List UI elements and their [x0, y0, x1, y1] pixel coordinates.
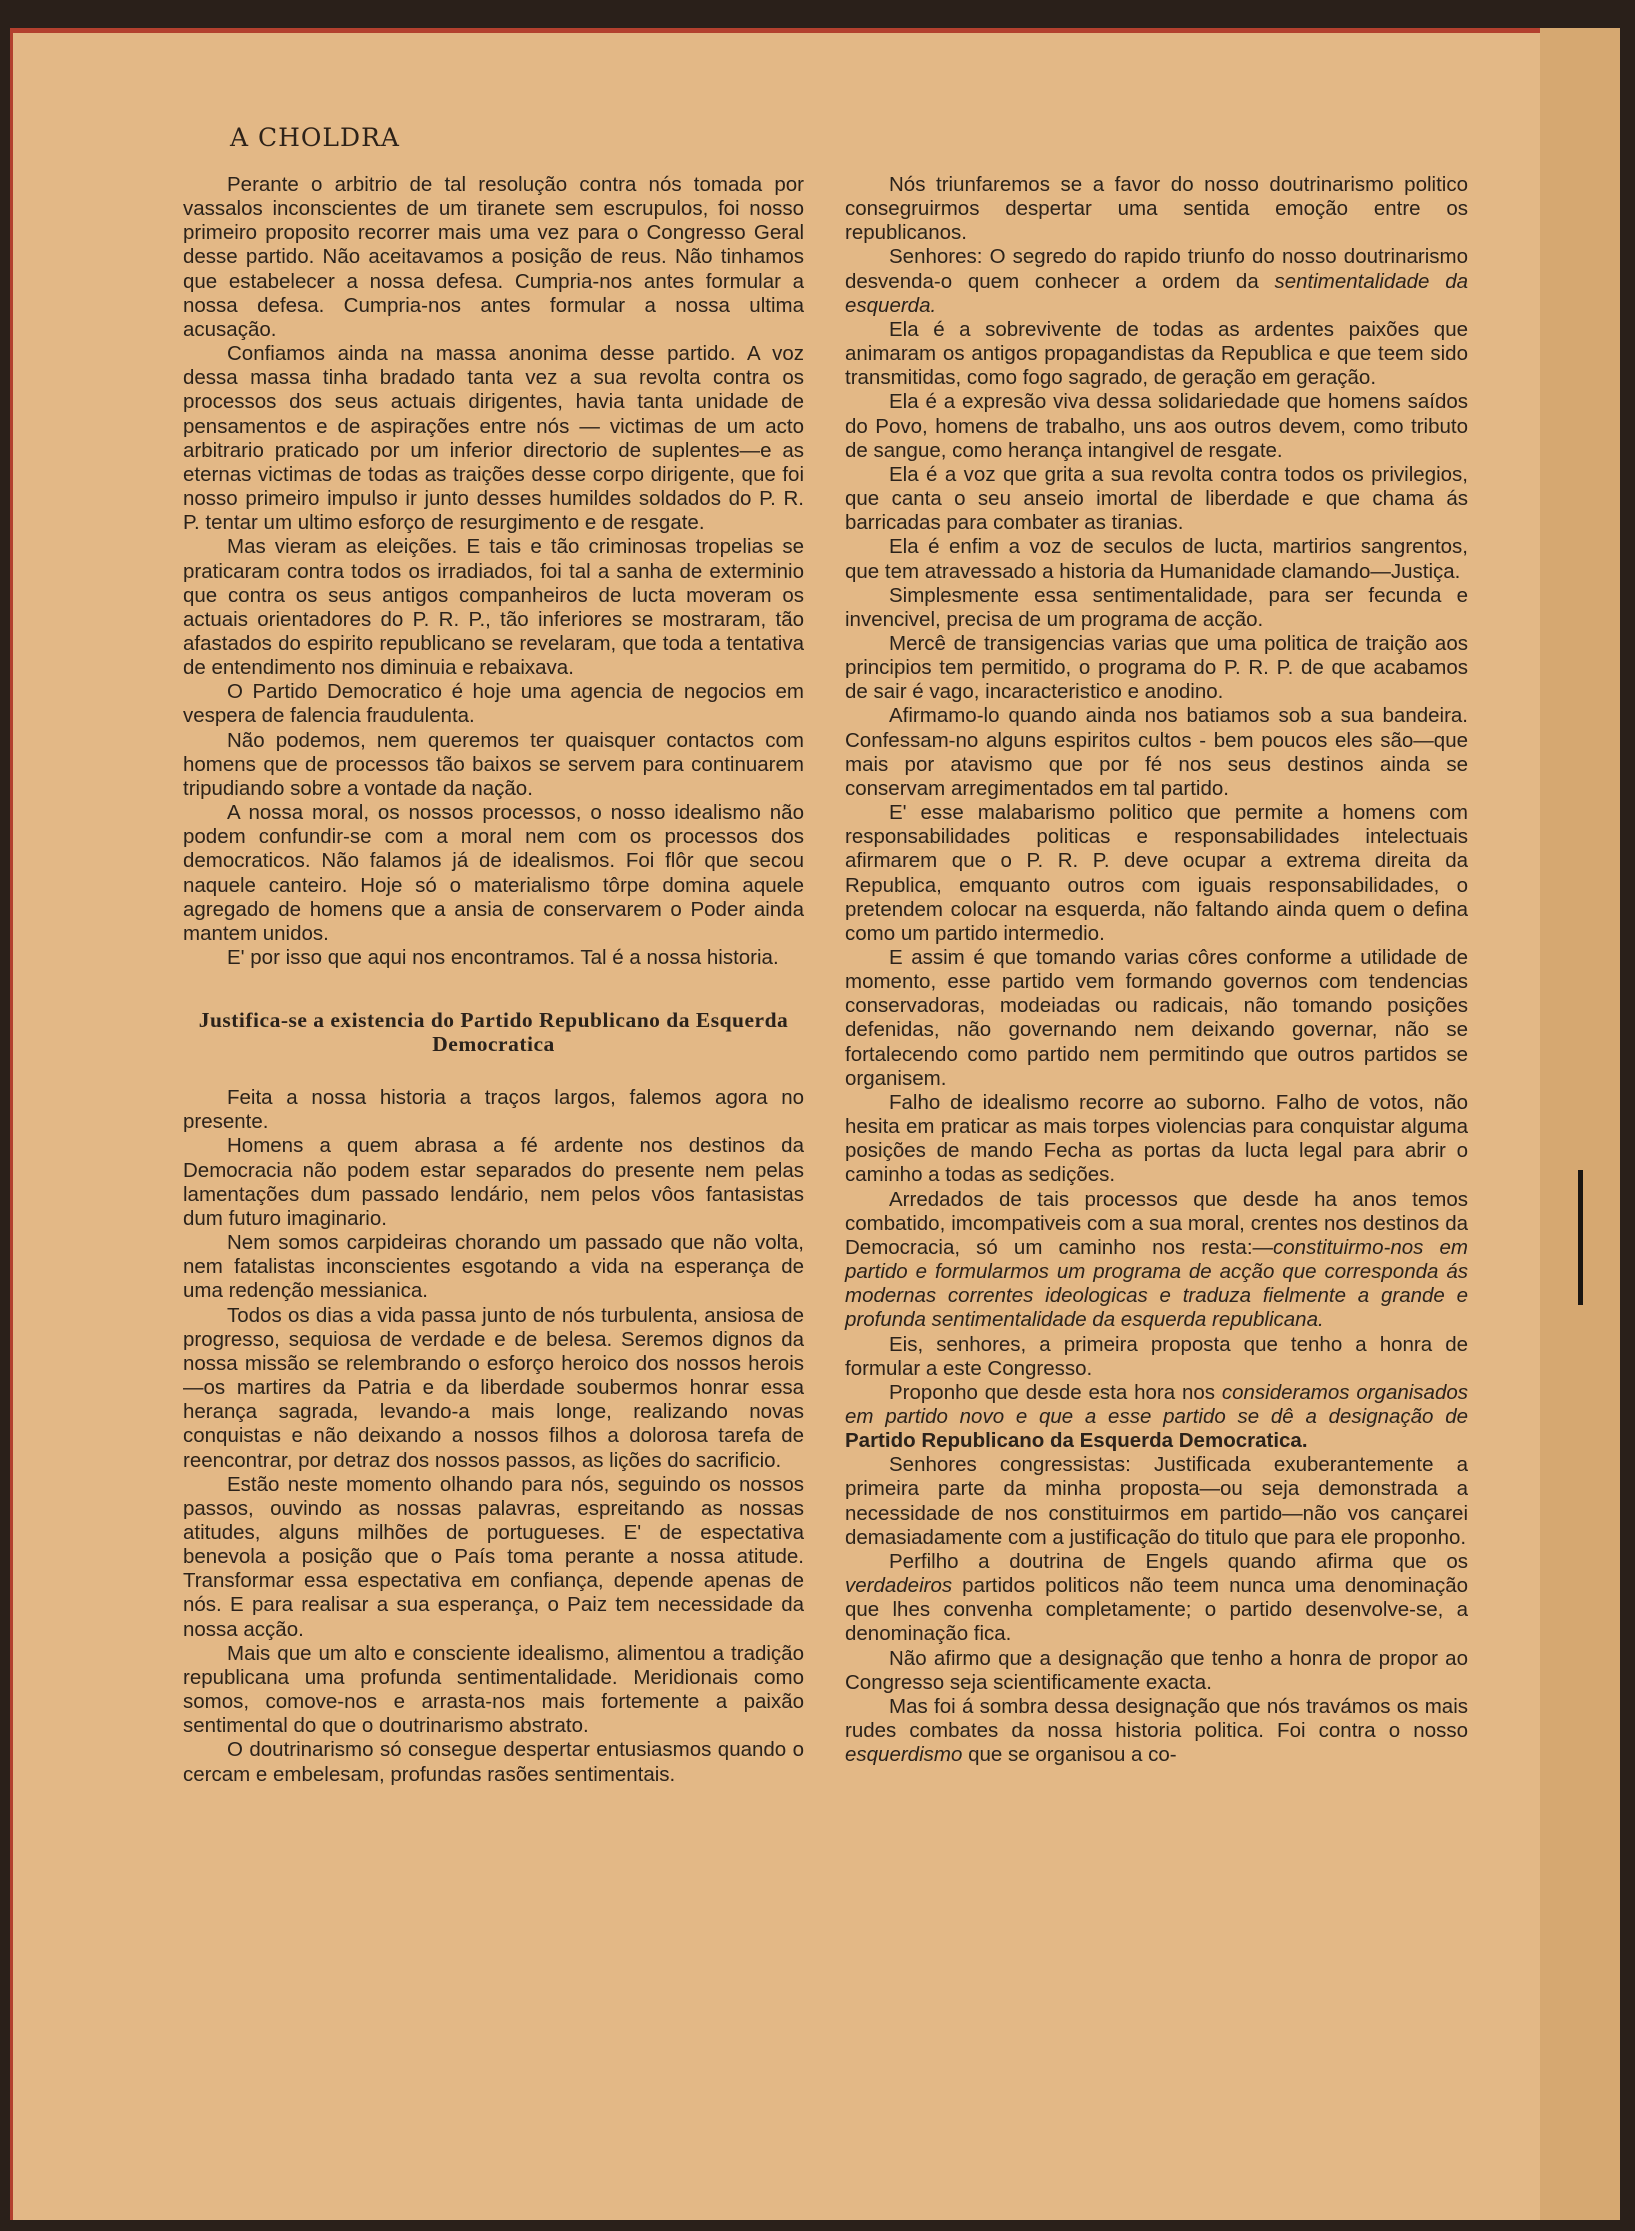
paragraph-text: Senhores: O segredo do rapido triunfo do nosso doutrinarismo desvenda-o quem conhecer a ordem da	[845, 245, 1468, 293]
italic-text: esquerdismo	[845, 1743, 963, 1767]
paragraph: A nossa moral, os nossos processos, o nosso idealismo não podem confundir-se com a moral nem com os processos dos democraticos. Não falamos já de idealismos. Foi flôr que secou naquele canteiro. Hoje só o materialismo tôrpe domina aquele agregado de homens que a ansia de conservarem o Poder ainda mantem unidos.	[183, 801, 804, 945]
left-column	[183, 173, 804, 1787]
paragraph: Ela é enfim a voz de seculos de lucta, martirios sangrentos, que tem atravessado a historia da Humanidade clamando—Justiça.	[845, 535, 1468, 583]
right-column	[845, 173, 1468, 1767]
page-edge-shading	[1540, 28, 1620, 2220]
paragraph: Não afirmo que a designação que tenho a honra de propor ao Congresso seja scientificamente exacta.	[845, 1646, 1468, 1694]
paragraph	[845, 1695, 1468, 1767]
paragraph-text: Perfilho a doutrina de Engels quando afirma que os	[889, 1549, 1468, 1573]
paragraph: Ela é a sobrevivente de todas as ardentes paixões que animaram os antigos propagandistas da Republica e que teem sido transmitidas, como fogo sagrado, de geração em geração.	[845, 317, 1468, 390]
italic-text: consideramos organisados em partido novo e que a esse partido se dê a designação de	[845, 1380, 1469, 1428]
paragraph: Falho de idealismo recorre ao suborno. Falho de votos, não hesita em praticar as mais torpes violencias para conquistar alguma posições de mando Fecha as portas da lucta legal para abrir o caminho a todas as sedições.	[845, 1090, 1468, 1187]
party-name: Partido Republicano da Esquerda Democratica.	[845, 1429, 1308, 1453]
section-heading: Justifica-se a existencia do Partido Republicano da Esquerda Democratica	[198, 1008, 789, 1057]
paragraph: Senhores congressistas: Justificada exuberantemente a primeira parte da minha proposta—ou seja demonstrada a necessidade de nos constituirmos em partido—não vos cançarei demasiadamente com a justificação do titulo que para ele proponho.	[845, 1453, 1468, 1549]
paragraph: O Partido Democratico é hoje uma agencia de negocios em vespera de falencia fraudulenta.	[183, 680, 804, 728]
binding-mark	[1578, 1170, 1583, 1305]
paragraph: Estão neste momento olhando para nós, seguindo os nossos passos, ouvindo as nossas palavras, espreitando as nossas atitudes, alguns milhões de portugueses. E' de espectativa benevola a posição que o País toma perante a nossa atitude. Transformar essa espectativa em confiança, depende apenas de nós. E para realisar a sua esperança, o Paiz tem necessidade da nossa acção.	[183, 1472, 804, 1641]
paragraph-text: Mas foi á sombra dessa designação que nós travámos os mais rudes combates da nossa historia politica. Foi contra o nosso	[845, 1694, 1468, 1742]
paragraph: Não podemos, nem queremos ter quaisquer contactos com homens que de processos tão baixos se servem para continuarem tripudiando sobre a vontade da nação.	[183, 728, 804, 800]
paragraph	[845, 1188, 1468, 1333]
paragraph: Feita a nossa historia a traços largos, falemos agora no presente.	[183, 1086, 804, 1134]
paragraph: Nós triunfaremos se a favor do nosso doutrinarismo politico consegruirmos despertar uma sentida emoção entre os republicanos.	[845, 173, 1468, 245]
paragraph-text: partidos politicos não teem nunca uma denominação que lhes convenha completamente; o partido desenvolve-se, a denominação fica.	[845, 1574, 1468, 1646]
paragraph: Eis, senhores, a primeira proposta que tenho a honra de formular a este Congresso.	[845, 1332, 1468, 1380]
paragraph: Afirmamo-lo quando ainda nos batiamos sob a sua bandeira. Confessam-no alguns espiritos cultos - bem poucos eles são—que mais por atavismo que por fé nos seus destinos ainda se conservam arregimentados em tal partido.	[845, 704, 1468, 800]
paragraph: Nem somos carpideiras chorando um passado que não volta, nem fatalistas inconscientes esgotando a vida na esperança de uma redenção messianica.	[183, 1231, 804, 1303]
paragraph: Todos os dias a vida passa junto de nós turbulenta, ansiosa de progresso, sequiosa de verdade e de belesa. Seremos dignos da nossa missão se relembrando o esforço heroico dos nossos herois—os martires da Patria e da liberdade soubermos honrar essa herança sagrada, levando-a mais longe, realizando novas conquistas e não deixando a nossos filhos a dolorosa tarefa de reencontrar, por detraz dos nossos passos, as lições do sacrificio.	[183, 1303, 804, 1472]
paragraph: Ela é a voz que grita a sua revolta contra todos os privilegios, que canta o seu anseio imortal de liberdade e que chama ás barricadas para combater as tiranias.	[845, 462, 1468, 535]
paragraph	[845, 245, 1468, 317]
paragraph-text: que se organisou a co-	[962, 1743, 1177, 1767]
paragraph: E assim é que tomando varias côres conforme a utilidade de momento, esse partido vem formando governos com tendencias conservadoras, modeiadas ou radicais, não tomando posições defenidas, não governando nem deixando governar, não se fortalecendo como partido nem permitindo que outros partidos se organisem.	[845, 946, 1468, 1090]
paragraph-text: Proponho que desde esta hora nos	[889, 1380, 1222, 1404]
paragraph	[845, 1381, 1468, 1453]
paragraph: Homens a quem abrasa a fé ardente nos destinos da Democracia não podem estar separados do presente nem pelas lamentações dum passado lendário, nem pelos vôos fantasistas dum futuro imaginario.	[183, 1134, 804, 1230]
paragraph: Perante o arbitrio de tal resolução contra nós tomada por vassalos inconscientes de um tiranete sem escrupulos, foi nosso primeiro proposito recorrer mais uma vez para o Congresso Geral desse partido. Não aceitavamos a posição de reus. Não tinhamos que estabelecer a nossa defesa. Cumpria-nos antes formular a nossa defesa. Cumpria-nos antes formular a nossa ultima acusação.	[183, 173, 804, 341]
paragraph: O doutrinarismo só consegue despertar entusiasmos quando o cercam e embelesam, profundas rasões sentimentais.	[183, 1738, 804, 1786]
paragraph-text: Arredados de tais processos que desde ha anos temos combatido, imcompativeis com a sua moral, crentes nos destinos da Democracia, só um caminho nos resta:	[845, 1187, 1468, 1259]
italic-text: sentimentalidade da esquerda.	[845, 269, 1468, 317]
paragraph: E' por isso que aqui nos encontramos. Tal é a nossa historia.	[227, 946, 779, 969]
paragraph: Simplesmente essa sentimentalidade, para ser fecunda e invencivel, precisa de um programa de acção.	[845, 583, 1468, 631]
running-title: A CHOLDRA	[230, 123, 400, 152]
paragraph: Mercê de transigencias varias que uma politica de traição aos principios tem permitido, o programa do P. R. P. de que acabamos de sair é vago, incaracteristico e anodino.	[845, 631, 1468, 704]
paragraph: Mais que um alto e consciente idealismo, alimentou a tradição republicana uma profunda sentimentalidade. Meridionais como somos, comove-nos e arrasta-nos mais fortemente a paixão sentimental do que o doutrinarismo abstrato.	[183, 1641, 804, 1738]
paragraph: Mas vieram as eleições. E tais e tão criminosas tropelias se praticaram contra todos os irradiados, foi tal a sanha de exterminio que contra os seus antigos companheiros de lucta moveram os actuais orientadores do P. R. P., tão inferiores se mostraram, tão afastados do espirito republicano se revelaram, que toda a tentativa de entendimento nos diminuia e rebaixava.	[183, 535, 804, 680]
paragraph: Ela é a expresão viva dessa solidariedade que homens saídos do Povo, homens de trabalho, uns aos outros devem, como tributo de sangue, como herança intangivel de resgate.	[845, 390, 1468, 462]
paragraph: Confiamos ainda na massa anonima desse partido. A voz dessa massa tinha bradado tanta vez a sua revolta contra os processos dos seus actuais dirigentes, havia tanta unidade de pensamentos e de aspirações entre nós — victimas de um acto arbitrario praticado por um inferior directorio de suplentes—e as eternas victimas de todas as traições desse corpo dirigente, que foi nosso primeiro impulso ir junto desses humildes soldados do P. R. P. tentar um ultimo esforço de resurgimento e de resgate.	[183, 342, 804, 535]
italic-text: verdadeiros	[845, 1574, 953, 1598]
paragraph: E' esse malabarismo politico que permite a homens com responsabilidades politicas e responsabilidades intelectuais afirmarem que o P. R. P. deve ocupar a extrema direita da Republica, emquanto outros com iguais responsabilidades, o pretendem colocar na esquerda, não faltando ainda quem o defina como um partido intermedio.	[845, 801, 1468, 945]
paragraph	[845, 1550, 1468, 1647]
italic-text: —constituirmo-nos em partido e formularmos um programa de acção que corresponda ás modernas correntes ideologicas e traduza fielmente a grande e profunda sentimentalidade da esquerda republicana.	[845, 1235, 1469, 1332]
